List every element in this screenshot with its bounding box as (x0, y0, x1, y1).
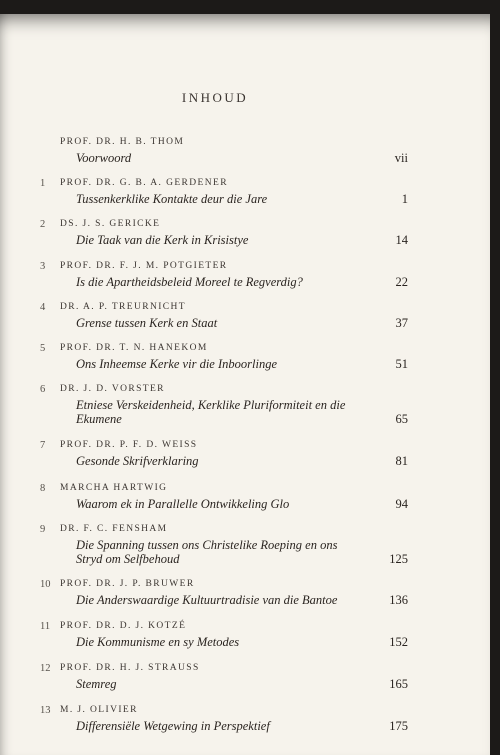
chapter-author: PROF. DR. G. B. A. GERDENER (60, 178, 228, 188)
chapter-number: 10 (40, 579, 51, 590)
chapter-number: 13 (40, 705, 51, 716)
chapter-number: 3 (40, 261, 46, 272)
chapter-number: 7 (40, 440, 46, 451)
chapter-number: 9 (40, 524, 46, 535)
page-number: 175 (389, 719, 408, 733)
chapter-author: PROF. DR. H. B. THOM (60, 137, 185, 147)
page-number: 14 (395, 233, 408, 247)
chapter-title: Is die Apartheidsbeleid Moreel te Regverdig? (76, 275, 303, 289)
page-title: INHOUD (181, 90, 249, 105)
page-number: vii (394, 151, 408, 165)
chapter-title: Tussenkerklike Kontakte deur die Jare (76, 192, 268, 206)
chapter-author: PROF. DR. F. J. M. POTGIETER (60, 261, 228, 271)
chapter-author: PROF. DR. H. J. STRAUSS (60, 663, 200, 673)
chapter-author: PROF. DR. P. F. D. WEISS (60, 440, 198, 450)
chapter-author: PROF. DR. D. J. KOTZÉ (60, 621, 187, 631)
chapter-number: 6 (40, 384, 46, 395)
chapter-author: PROF. DR. T. N. HANEKOM (60, 343, 208, 353)
chapter-number: 4 (40, 302, 46, 313)
page-number: 81 (395, 454, 408, 468)
chapter-title: Die Anderswaardige Kultuurtradisie van die Bantoe (76, 593, 338, 607)
chapter-number: 12 (40, 663, 51, 674)
page-number: 165 (389, 677, 408, 691)
page-number: 94 (395, 497, 408, 511)
chapter-author: DS. J. S. GERICKE (60, 219, 161, 229)
page-number: 152 (389, 635, 408, 649)
page-number: 22 (395, 275, 408, 289)
chapter-title: Ons Inheemse Kerke vir die Inboorlinge (76, 357, 277, 371)
chapter-number: 11 (40, 621, 51, 632)
chapter-title: Die Spanning tussen ons Christelike Roeping en ons Stryd om Selfbehoud (76, 538, 338, 566)
chapter-author: MARCHA HARTWIG (60, 483, 168, 493)
page-number: 136 (389, 593, 408, 607)
chapter-title: Etniese Verskeidenheid, Kerklike Pluriformiteit en die Ekumene (76, 398, 346, 426)
chapter-author: M. J. OLIVIER (60, 705, 138, 715)
chapter-author: DR. A. P. TREURNICHT (60, 302, 187, 312)
chapter-number: 5 (40, 343, 46, 354)
chapter-number: 2 (40, 219, 46, 230)
chapter-title: Grense tussen Kerk en Staat (76, 316, 218, 330)
chapter-number: 1 (40, 178, 46, 189)
chapter-title: Stemreg (76, 677, 117, 691)
chapter-title: Differensiële Wetgewing in Perspektief (76, 719, 270, 733)
chapter-title: Gesonde Skrifverklaring (76, 454, 199, 468)
chapter-number: 8 (40, 483, 46, 494)
chapter-title: Voorwoord (76, 151, 132, 165)
chapter-title: Waarom ek in Parallelle Ontwikkeling Glo (76, 497, 290, 511)
chapter-title: Die Taak van die Kerk in Krisistye (76, 233, 249, 247)
chapter-author: DR. J. D. VORSTER (60, 384, 165, 394)
chapter-author: PROF. DR. J. P. BRUWER (60, 579, 195, 589)
page-number: 51 (395, 357, 408, 371)
page-number: 125 (389, 552, 408, 566)
chapter-title: Die Kommunisme en sy Metodes (76, 635, 240, 649)
page-number: 37 (395, 316, 408, 330)
page-number: 1 (401, 192, 408, 206)
book-page (0, 14, 490, 755)
page-number: 65 (395, 412, 408, 426)
chapter-author: DR. F. C. FENSHAM (60, 524, 168, 534)
